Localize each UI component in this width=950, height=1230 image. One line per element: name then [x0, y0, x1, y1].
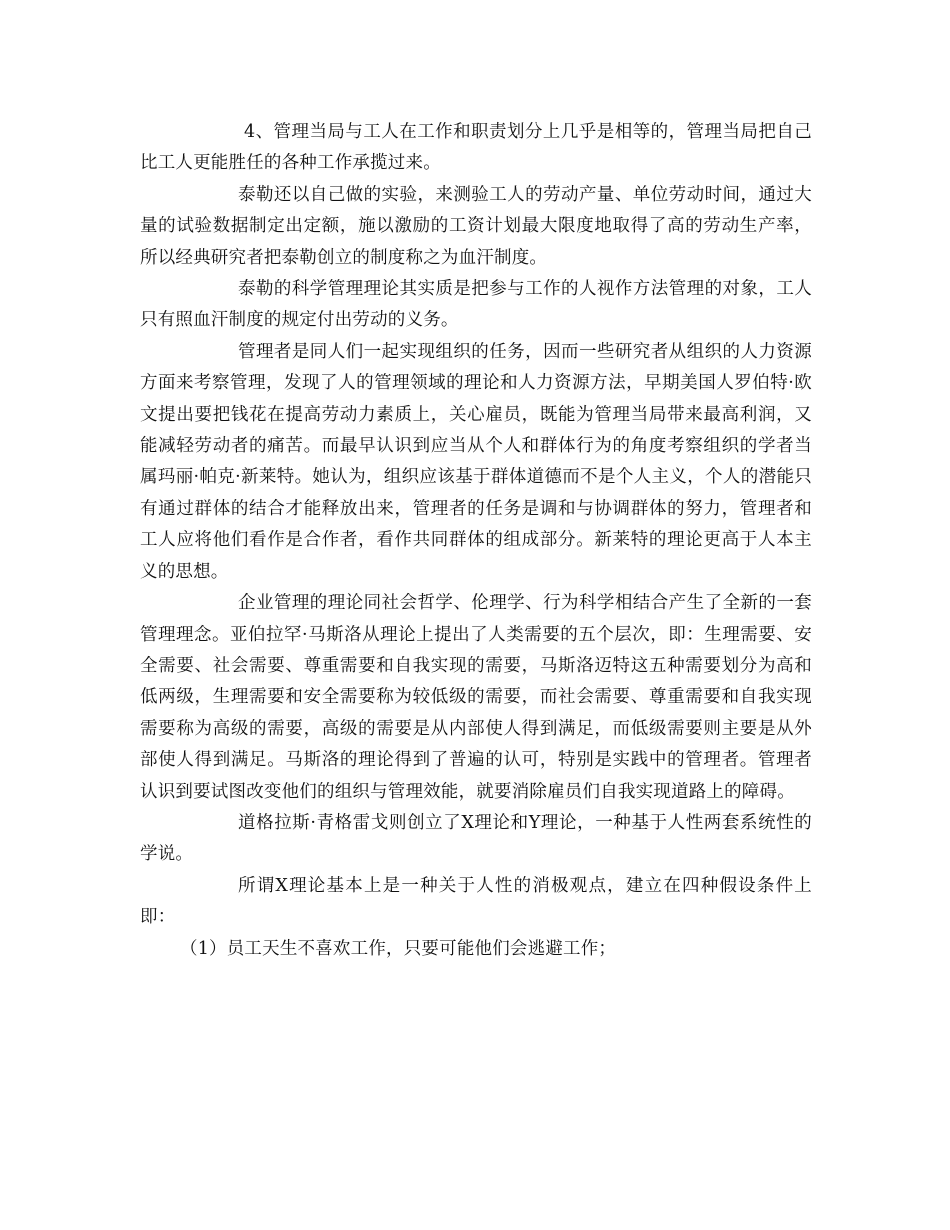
list-item-theory-x-1: （1）员工天生不喜欢工作，只要可能他们会逃避工作；	[180, 938, 617, 959]
document-body	[140, 117, 812, 965]
paragraph-taylor-scientific-management: 泰勒的科学管理理论其实质是把参与工作的人视作方法管理的对象，工人只有照血汗制度的规定付出劳动的义务。	[140, 279, 812, 331]
paragraph-theory-x: 所谓X理论基本上是一种关于人性的消极观点，建立在四种假设条件上即：	[140, 875, 812, 928]
paragraph-human-resources: 管理者是同人们一起实现组织的任务，因而一些研究者从组织的人力资源方面来考察管理，发现了人的管理领域的理论和人力资源方法，早期美国人罗伯特·欧文提出要把钱花在提高劳动力素质上，关心雇员，既能为管理当局带来最高利润，又能减轻劳动者的痛苦。而最早认识到应当从个人和群体行为的角度考察组织的学者当属玛丽·帕克·新莱特。她认为，组织应该基于群体道德而不是个人主义，个人的潜能只有通过群体的结合才能释放出来，管理者的任务是调和与协调群体的努力，管理者和工人应将他们看作是合作者，看作共同群体的组成部分。新莱特的理论更高于人本主义的思想。	[140, 341, 812, 582]
paragraph-maslow: 企业管理的理论同社会哲学、伦理学、行为科学相结合产生了全新的一套管理理念。亚伯拉罕·马斯洛从理论上提出了人类需要的五个层次，即：生理需要、安全需要、社会需要、尊重需要和自我实现的需要，马斯洛迈特这五种需要划分为高和低两级，生理需要和安全需要称为较低级的需要，而社会需要、尊重需要和自我实现需要称为高级的需要，高级的需要是从内部使人得到满足，而低级需要则主要是从外部使人得到满足。马斯洛的理论得到了普遍的认可，特别是实践中的管理者。管理者认识到要试图改变他们的组织与管理效能，就要消除雇员们自我实现道路上的障碍。	[140, 593, 812, 802]
paragraph-mcgregor: 道格拉斯·青格雷戈则创立了X理论和Y理论，一种基于人性两套系统性的学说。	[140, 812, 812, 865]
paragraph-management-equal-division: 4、管理当局与工人在工作和职责划分上几乎是相等的，管理当局把自己比工人更能胜任的各种工作承揽过来。	[140, 122, 812, 174]
paragraph-taylor-experiment: 泰勒还以自己做的实验，来测验工人的劳动产量、单位劳动时间，通过大量的试验数据制定出定额，施以激励的工资计划最大限度地取得了高的劳动生产率，所以经典研究者把泰勒创立的制度称之为血汗制度。	[140, 184, 812, 268]
